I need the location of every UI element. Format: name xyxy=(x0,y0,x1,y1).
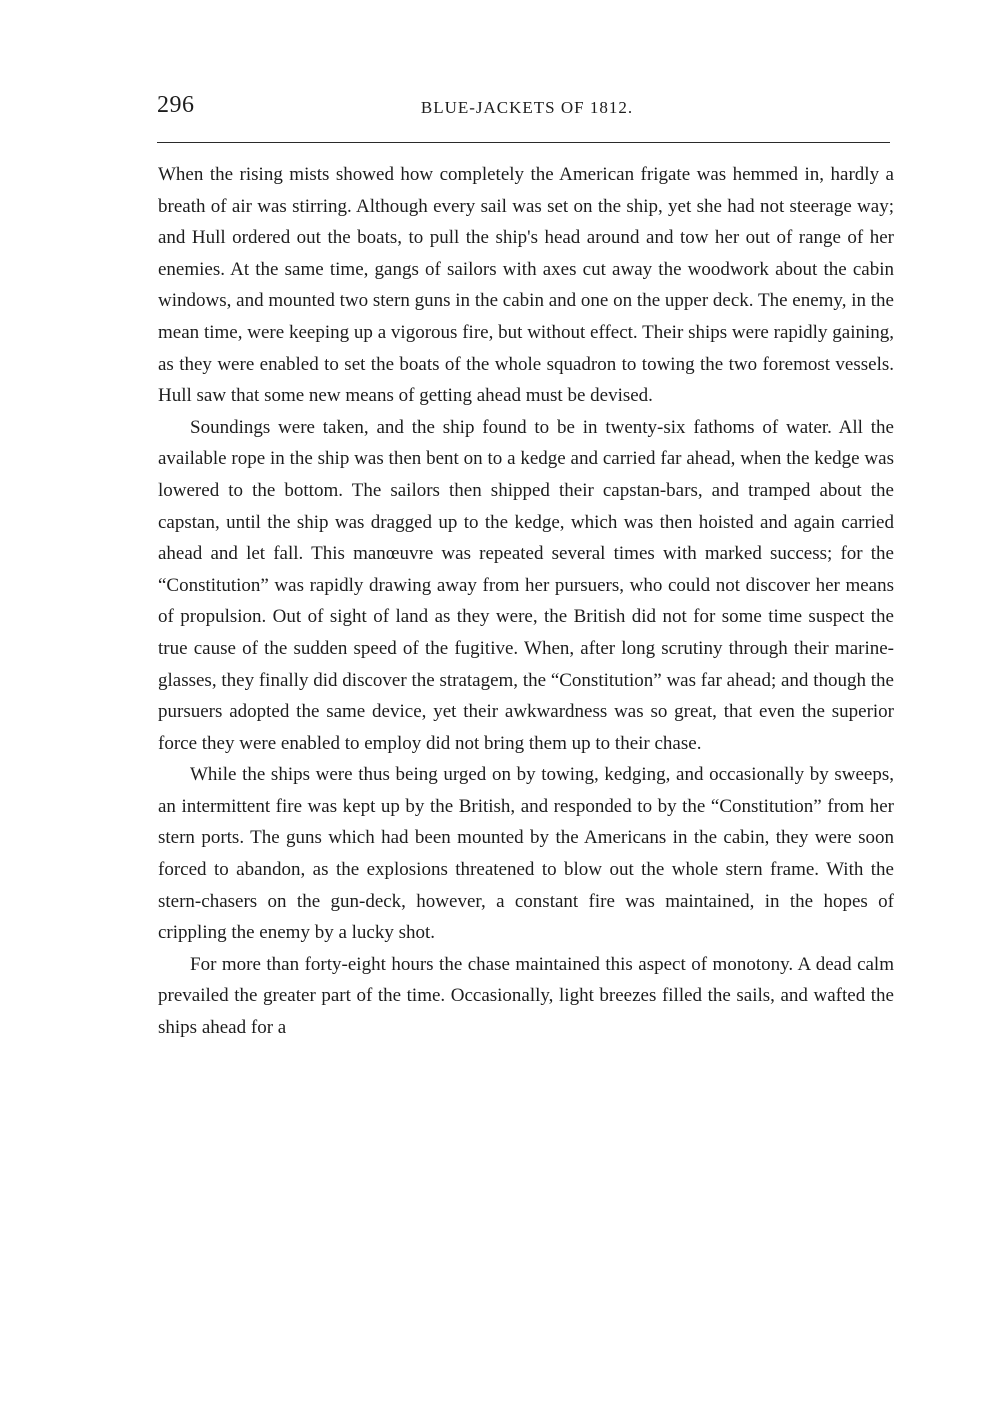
header-rule xyxy=(157,142,890,143)
paragraph-4: For more than forty-eight hours the chase maintained this aspect of monotony. A dead calm prevailed the greater part of the time. Occasionally, light breezes filled the sails, and wafted the ships ahead for a xyxy=(158,953,894,1039)
page-number: 296 xyxy=(157,92,195,118)
running-head: BLUE-JACKETS OF 1812. xyxy=(420,98,634,117)
paragraph-1: When the rising mists showed how completely the American frigate was hemmed in, hardly a breath of air was stirring. Although every sail was set on the ship, yet she had not steerage way; and Hull ordered out the boats, to pull the ship's head around and tow her out of range of her enemies. At the same time, gangs of sailors with axes cut away the woodwork about the cabin windows, and mounted two stern guns in the cabin and one on the upper deck. The enemy, in the mean time, were keeping up a vigorous fire, but without effect. Their ships were rapidly gaining, as they were enabled to set the boats of the whole squadron to towing the two foremost vessels. Hull saw that some new means of getting ahead must be devised. xyxy=(158,164,894,407)
body-text xyxy=(158,159,894,1044)
paragraph-2: Soundings were taken, and the ship found to be in twenty-six fathoms of water. All the available rope in the ship was then bent on to a kedge and carried far ahead, when the kedge was lowered to the bottom. The sailors then shipped their capstan-bars, and tramped about the capstan, until the ship was dragged up to the kedge, which was then hoisted and again carried ahead and let fall. This manœuvre was repeated several times with marked success; for the “Constitution” was rapidly drawing away from her pursuers, who could not discover her means of propulsion. Out of sight of land as they were, the British did not for some time suspect the true cause of the sudden speed of the fugitive. When, after long scrutiny through their marine-glasses, they finally did discover the stratagem, the “Constitution” was far ahead; and though the pursuers adopted the same device, yet their awkwardness was so great, that even the superior force they were enabled to employ did not bring them up to their chase. xyxy=(158,416,894,754)
page-header xyxy=(157,92,897,132)
paragraph-3: While the ships were thus being urged on by towing, kedging, and occasionally by sweeps, an intermittent fire was kept up by the British, and responded to by the “Constitution” from her stern ports. The guns which had been mounted by the Americans in the cabin, they were soon forced to abandon, as the explosions threatened to blow out the whole stern frame. With the stern-chasers on the gun-deck, however, a constant fire was maintained, in the hopes of crippling the enemy by a lucky shot. xyxy=(158,764,894,944)
